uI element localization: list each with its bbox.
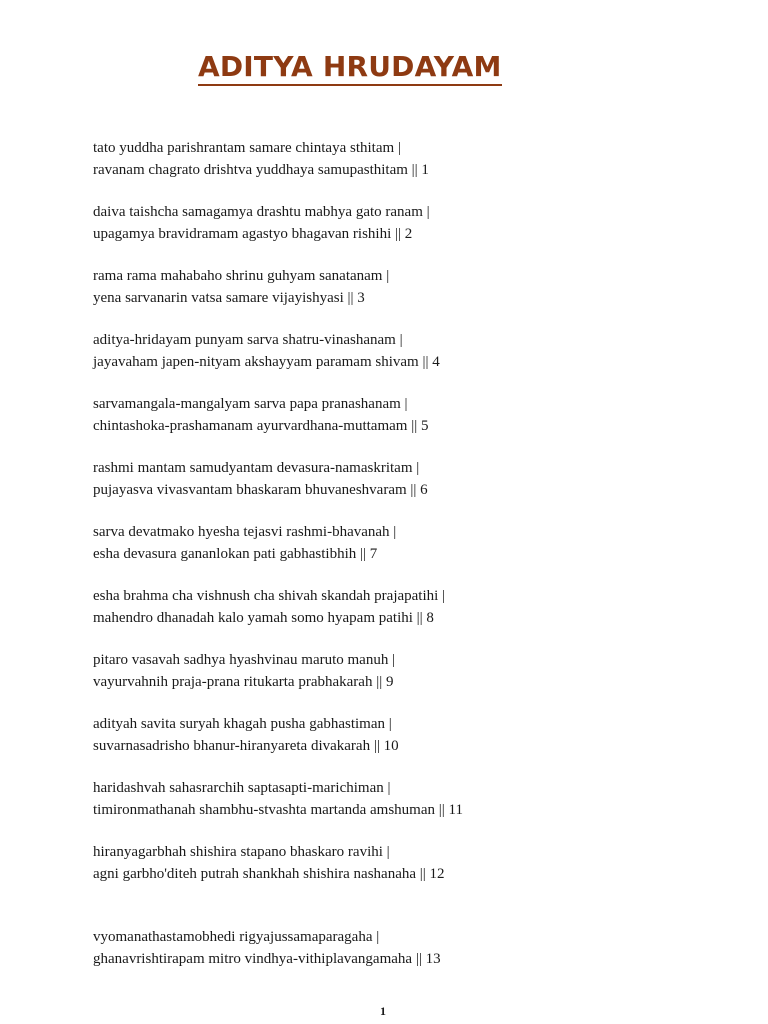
verse-line: upagamya bravidramam agastyo bhagavan rishihi || 2 <box>93 226 413 242</box>
verse-12 <box>93 841 733 885</box>
verse-line: vayurvahnih praja-prana ritukarta prabhakarah || 9 <box>93 674 394 690</box>
verse-line: aditya-hridayam punyam sarva shatru-vinashanam | <box>93 332 403 348</box>
verse-line: timironmathanah shambhu-stvashta martanda amshuman || 11 <box>93 802 463 818</box>
verse-line: esha brahma cha vishnush cha shivah skandah prajapatihi | <box>93 588 446 604</box>
verse-line: sarvamangala-mangalyam sarva papa pranashanam | <box>93 396 408 412</box>
verse-10 <box>93 713 733 757</box>
verse-line: esha devasura gananlokan pati gabhastibhih || 7 <box>93 546 378 562</box>
verse-line: rashmi mantam samudyantam devasura-namaskritam | <box>93 460 420 476</box>
verse-line: daiva taishcha samagamya drashtu mabhya gato ranam | <box>93 204 430 220</box>
verse-line: hiranyagarbhah shishira stapano bhaskaro ravihi | <box>93 844 390 860</box>
verse-8 <box>93 585 733 629</box>
verse-7 <box>93 521 733 565</box>
verse-line: rama rama mahabaho shrinu guhyam sanatanam | <box>93 268 390 284</box>
verse-line: haridashvah sahasrarchih saptasapti-marichiman | <box>93 780 391 796</box>
page-number-text: 1 <box>380 1004 386 1018</box>
verse-1 <box>93 137 733 181</box>
verse-line: suvarnasadrisho bhanur-hiranyareta divakarah || 10 <box>93 738 399 754</box>
verse-line: tato yuddha parishrantam samare chintaya sthitam | <box>93 140 401 156</box>
verse-line: pujayasva vivasvantam bhaskaram bhuvaneshvaram || 6 <box>93 482 428 498</box>
verse-5 <box>93 393 733 437</box>
verse-line: chintashoka-prashamanam ayurvardhana-muttamam || 5 <box>93 418 429 434</box>
verse-9 <box>93 649 733 693</box>
verse-line: pitaro vasavah sadhya hyashvinau maruto manuh | <box>93 652 396 668</box>
page-number <box>0 1004 768 1019</box>
verse-13 <box>93 926 733 970</box>
verse-2 <box>93 201 733 245</box>
verse-line: ghanavrishtirapam mitro vindhya-vithiplavangamaha || 13 <box>93 951 441 967</box>
verse-line: vyomanathastamobhedi rigyajussamaparagaha | <box>93 929 380 945</box>
verse-11 <box>93 777 733 821</box>
verse-line: jayavaham japen-nityam akshayyam paramam shivam || 4 <box>93 354 440 370</box>
verse-line: yena sarvanarin vatsa samare vijayishyasi || 3 <box>93 290 365 306</box>
verse-line: adityah savita suryah khagah pusha gabhastiman | <box>93 716 392 732</box>
verse-line: sarva devatmako hyesha tejasvi rashmi-bhavanah | <box>93 524 397 540</box>
verse-4 <box>93 329 733 373</box>
verse-3 <box>93 265 733 309</box>
verse-line: mahendro dhanadah kalo yamah somo hyapam patihi || 8 <box>93 610 434 626</box>
verse-list <box>93 137 733 970</box>
verse-line: agni garbho'diteh putrah shankhah shishira nashanaha || 12 <box>93 866 445 882</box>
verse-6 <box>93 457 733 501</box>
verse-line: ravanam chagrato drishtva yuddhaya samupasthitam || 1 <box>93 162 429 178</box>
document-title: ADITYA HRUDAYAM <box>198 50 502 86</box>
